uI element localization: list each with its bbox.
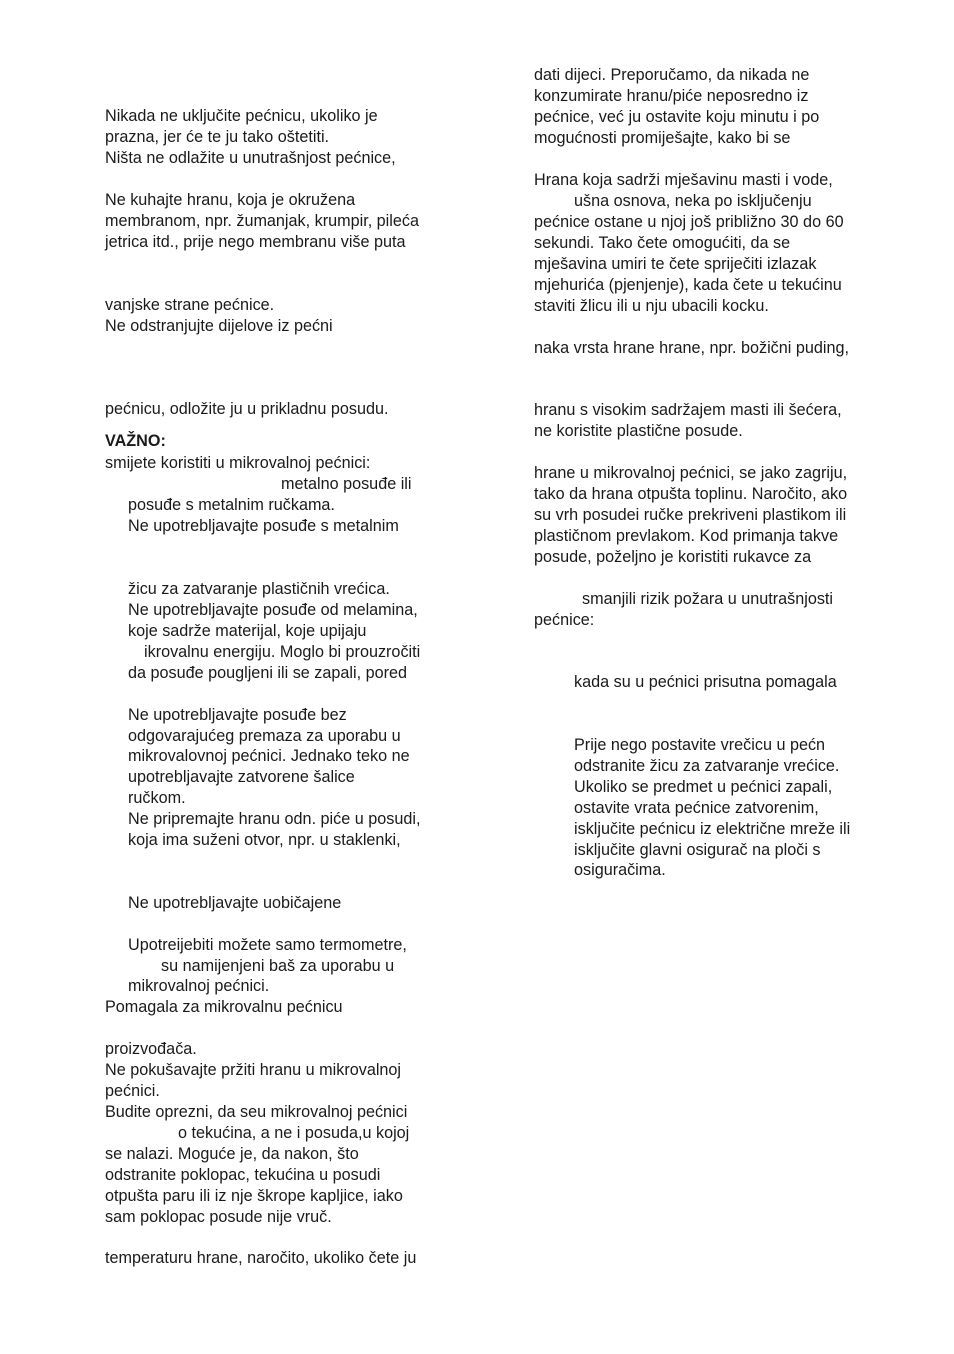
text-line: isključite glavni osigurač na ploči s (574, 841, 821, 859)
text-line: plastičnom prevlakom. Kod primanja takve (534, 527, 839, 545)
text-line: smanjili rizik požara u unutrašnjosti (582, 590, 834, 608)
text-line: mikrovalnoj pećnici. (128, 977, 270, 995)
text-line: Ne pokušavajte pržiti hranu u mikrovalnoj (105, 1061, 402, 1079)
text-line: odstranite žicu za zatvaranje vrećice. (574, 757, 840, 775)
text-line: Ne upotrebljavajte posuđe od melamina, (128, 601, 418, 619)
text-line: Ne pripremajte hranu odn. piće u posudi, (128, 810, 421, 828)
text-line: sam poklopac posude nije vruč. (105, 1208, 332, 1226)
text-line: ručkom. (128, 789, 186, 807)
text-line: osiguračima. (574, 861, 666, 879)
text-line: da posuđe pougljeni ili se zapali, pored (128, 664, 407, 682)
text-line: pećnici. (105, 1082, 160, 1100)
text-line: hranu s visokim sadržajem masti ili šećera, (534, 401, 842, 419)
text-line: Ništa ne odlažite u unutrašnjost pećnice, (105, 149, 396, 167)
text-line: Pomagala za mikrovalnu pećnicu (105, 998, 343, 1016)
text-line: pećnicu, odložite ju u prikladnu posudu. (105, 400, 389, 418)
text-line: Ukoliko se predmet u pećnici zapali, (574, 778, 833, 796)
text-line: ušna osnova, neka po isključenju (574, 192, 812, 210)
text-line: prazna, jer će te ju tako oštetiti. (105, 128, 330, 146)
text-line: Ne kuhajte hranu, koja je okružena (105, 191, 356, 209)
text-line: pećnice, već ju ostavite koju minutu i po (534, 108, 820, 126)
text-line: su namijenjeni baš za uporabu u (161, 957, 395, 975)
text-line: temperaturu hrane, naročito, ukoliko čete ju (105, 1249, 417, 1267)
text-line: isključite pećnicu iz električne mreže ili (574, 820, 851, 838)
text-line: odstranite poklopac, tekućina u posudi (105, 1166, 381, 1184)
text-line: Nikada ne uključite pećnicu, ukoliko je (105, 107, 378, 125)
text-line: su vrh posudei ručke prekriveni plastikom ili (534, 506, 847, 524)
text-line: pećnice: (534, 611, 595, 629)
text-line: odgovarajućeg premaza za uporabu u (128, 727, 401, 745)
text-line: dati dijeci. Preporučamo, da nikada ne (534, 66, 810, 84)
text-line: membranom, npr. žumanjak, krumpir, pileća (105, 212, 419, 230)
text-line: mikrovalovnoj pećnici. Jednako teko ne (128, 747, 410, 765)
text-line: Ne upotrebljavajte posuđe bez (128, 706, 347, 724)
text-line: kada su u pećnici prisutna pomagala (574, 673, 837, 691)
text-line: Upotreijebiti možete samo termometre, (128, 936, 407, 954)
text-line: hrane u mikrovalnoj pećnici, se jako zagriju, (534, 464, 848, 482)
text-line: upotrebljavajte zatvorene šalice (128, 768, 355, 786)
text-line: koje sadrže materijal, koje upijaju (128, 622, 367, 640)
text-line: Ne upotrebljavajte uobičajene (128, 894, 342, 912)
text-line: staviti žlicu ili u nju ubacili kocku. (534, 297, 769, 315)
text-line: žicu za zatvaranje plastičnih vrećica. (128, 580, 390, 598)
text-line: mješavina umiri te čete spriječiti izlazak (534, 255, 817, 273)
text-line: se nalazi. Moguće je, da nakon, što (105, 1145, 359, 1163)
text-line: metalno posuđe ili (281, 475, 412, 493)
text-line: ostavite vrata pećnice zatvorenim, (574, 799, 819, 817)
text-line: tako da hrana otpušta toplinu. Naročito, ako (534, 485, 848, 503)
text-line: pećnice ostane u njoj još približno 30 do 60 (534, 213, 844, 231)
text-line: posude, poželjno je koristiti rukavce za (534, 548, 812, 566)
section-heading: VAŽNO: (105, 432, 166, 450)
text-line: jetrica itd., prije nego membranu više puta (105, 233, 406, 251)
text-line: proizvođača. (105, 1040, 197, 1058)
text-line: sekundi. Tako čete omogućiti, da se (534, 234, 791, 252)
text-line: Ne upotrebljavajte posuđe s metalnim (128, 517, 399, 535)
text-line: naka vrsta hrane hrane, npr. božični puding, (534, 339, 849, 357)
text-line: vanjske strane pećnice. (105, 296, 275, 314)
text-line: koja ima suženi otvor, npr. u staklenki, (128, 831, 401, 849)
text-line: smijete koristiti u mikrovalnoj pećnici: (105, 454, 371, 472)
text-line: o tekućina, a ne i posuda,u kojoj (178, 1124, 410, 1142)
text-line: Budite oprezni, da seu mikrovalnoj pećnici (105, 1103, 408, 1121)
text-line: Ne odstranjujte dijelove iz pećni (105, 317, 333, 335)
text-line: Hrana koja sadrži mješavinu masti i vode, (534, 171, 833, 189)
text-line: ikrovalnu energiju. Moglo bi prouzročiti (144, 643, 421, 661)
text-line: otpušta paru ili iz nje škrope kapljice, iako (105, 1187, 403, 1205)
text-line: mogućnosti promiješajte, kako bi se (534, 129, 791, 147)
text-line: posuđe s metalnim ručkama. (128, 496, 335, 514)
text-line: Prije nego postavite vrečicu u pećn (574, 736, 826, 754)
text-line: konzumirate hranu/piće neposredno iz (534, 87, 809, 105)
text-line: mjehurića (pjenjenje), kada čete u tekućinu (534, 276, 842, 294)
text-line: ne koristite plastične posude. (534, 422, 743, 440)
